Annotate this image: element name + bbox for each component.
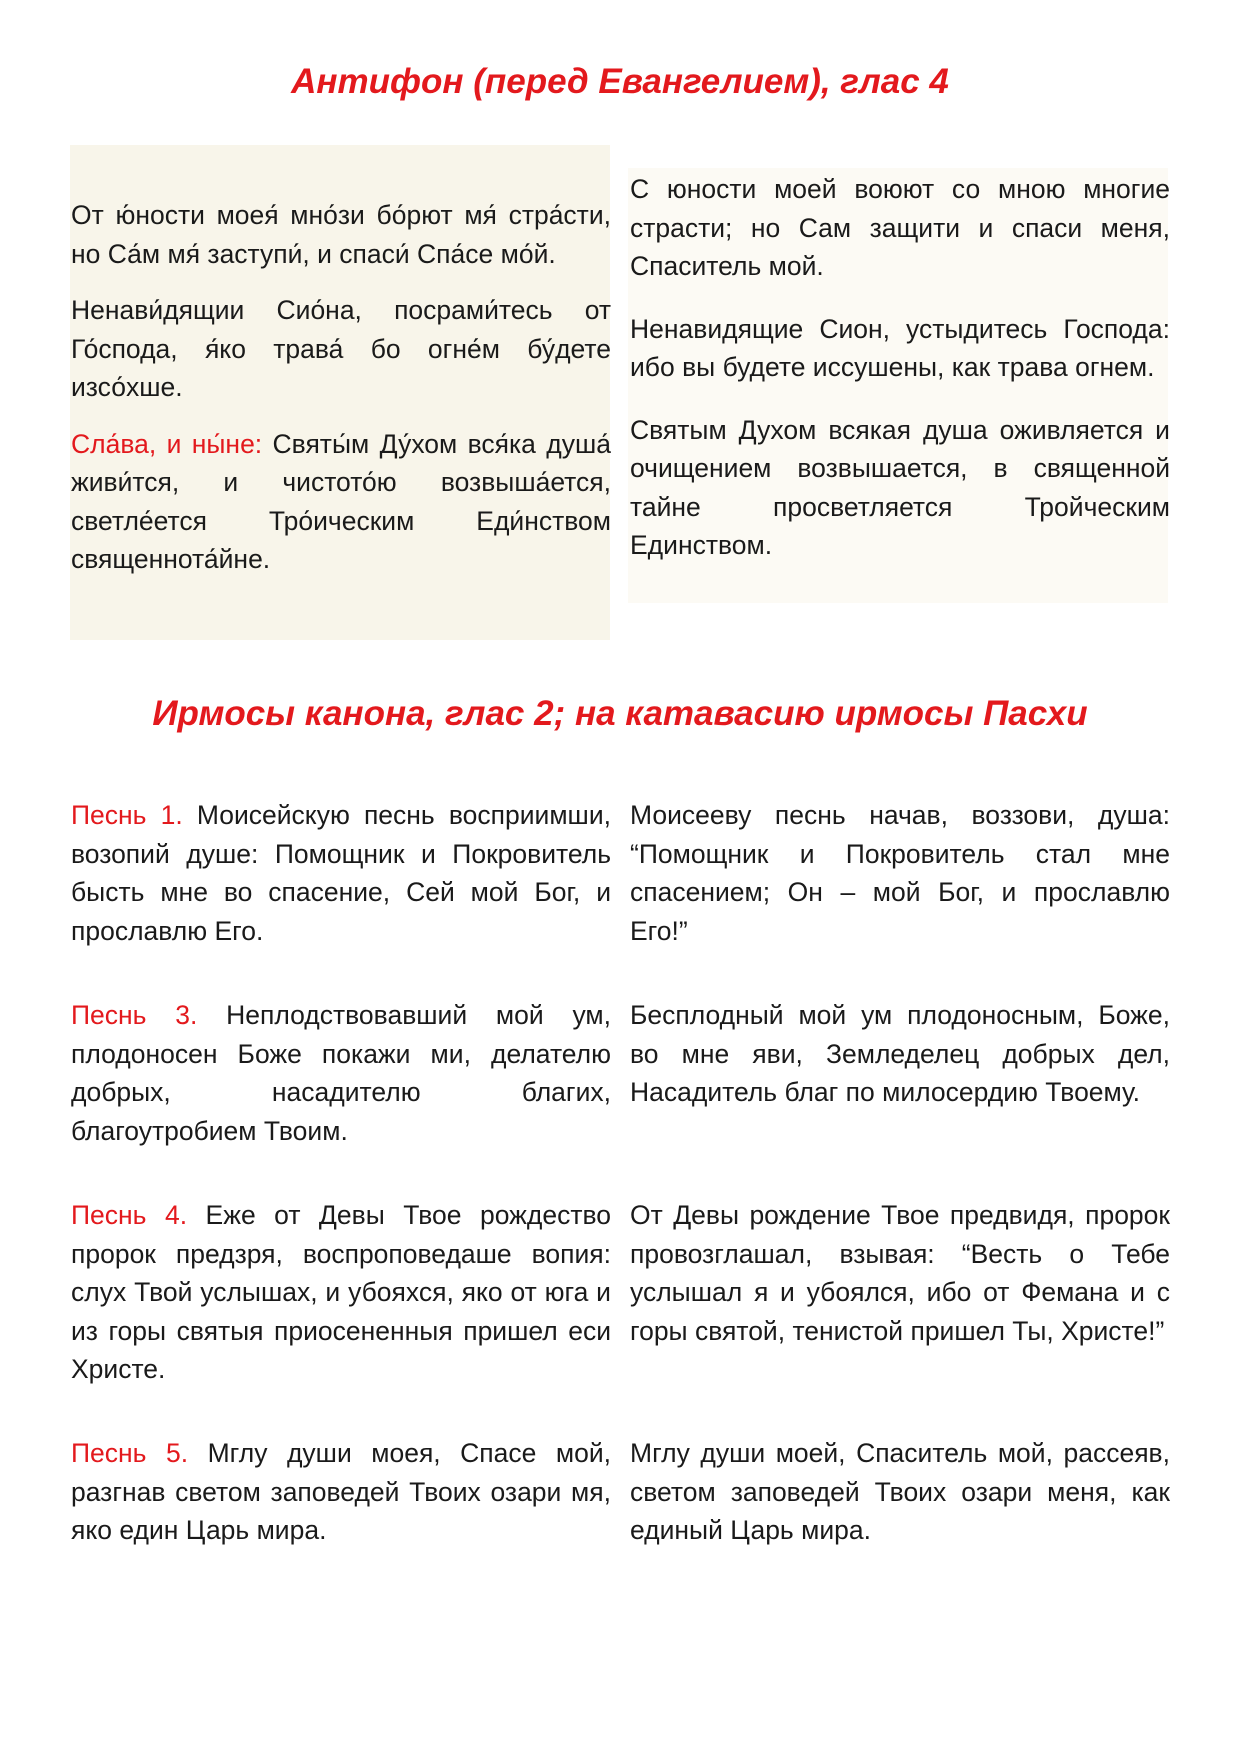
song-4-slavonic	[71, 1196, 611, 1389]
antiphon-slavonic-verse-1	[71, 196, 611, 273]
antiphon-russian-column	[630, 170, 1170, 589]
song-3-slavonic	[71, 996, 611, 1150]
antiphon-russian-verse-3: Святым Духом всякая душа оживляется и очищением возвышается, в священной тайне просветляется Тройческим Единством.	[630, 414, 1170, 560]
song-label: Песнь 5.	[71, 1438, 189, 1468]
song-3-russian	[630, 996, 1170, 1112]
song-text: Моисейскую песнь восприимши, возопий душе: Помощник и Покровитель бысть мне во спасение, Сей мой Бог, и прославлю Его.	[71, 800, 611, 946]
verse-text: От ю́ности моея́ мно́зи бо́рют мя́ стра́сти, но Са́м мя́ заступи́, и спаси́ Спа́се мо́й.	[71, 200, 611, 269]
song-label: Песнь 1.	[71, 800, 183, 830]
song-text: Мглу души моея, Спасе мой, разгнав светом заповедей Твоих озари мя, яко един Царь мира.	[71, 1438, 611, 1545]
song-text: Еже от Девы Твое рождество пророк предзря, воспроповедаше вопия: слух Твой услышах, и убояхся, яко от юга и из горы святыя приосененныя пришел еси Христе.	[71, 1200, 611, 1384]
song-text: Бесплодный мой ум плодоносным, Боже, во мне яви, Земледелец добрых дел, Насадитель благ по милосердию Твоему.	[630, 1000, 1170, 1107]
antiphon-russian-verse-1: С юности моей воюют со мною многие страсти; но Сам защити и спаси меня, Спаситель мой.	[630, 174, 1170, 281]
glory-label: Сла́ва, и ны́не:	[71, 428, 263, 459]
song-text: Неплодствовавший мой ум, плодоносен Боже покажи ми, делателю добрых, насадителю благих, благоутробием Твоим.	[71, 1000, 611, 1146]
irmos-title: Ирмосы канона, глас 2; на катавасию ирмосы Пасхи	[152, 694, 1088, 733]
song-text: Моисееву песнь начав, воззови, душа: “Помощник и Покровитель стал мне спасением; Он – мой Бог, и прославлю Его!”	[630, 800, 1170, 946]
song-1-russian	[630, 796, 1170, 950]
song-5-russian	[630, 1434, 1170, 1550]
song-text: От Девы рождение Твое предвидя, пророк провозглашал, взывая: “Весть о Тебе услышал я и убоялся, ибо от Фемана и с горы святой, тенистой пришел Ты, Христе!”	[630, 1200, 1170, 1346]
song-label: Песнь 3.	[71, 1000, 198, 1030]
song-5-slavonic	[71, 1434, 611, 1550]
antiphon-slavonic-column	[71, 196, 611, 597]
antiphon-title: Антифон (перед Евангелием), глас 4	[291, 62, 949, 101]
song-label: Песнь 4.	[71, 1200, 188, 1230]
song-text: Мглу души моей, Спаситель мой, рассеяв, светом заповедей Твоих озари меня, как единый Царь мира.	[630, 1438, 1170, 1545]
verse-text: Ненави́дящии Сио́на, посрами́тесь от Го́спода, я́ко трава́ бо огне́м бу́дете изсо́хше.	[71, 295, 611, 402]
verse-text: Святы́м Ду́хом вся́ка душа́ живи́тся, и чистото́ю возвыша́ется, светле́ется Тро́ическим Еди́нством священнота́йне.	[71, 428, 611, 574]
antiphon-russian-verse-2: Ненавидящие Сион, устыдитесь Господа: ибо вы будете иссушены, как трава огнем.	[630, 313, 1170, 382]
song-1-slavonic	[71, 796, 611, 950]
antiphon-slavonic-verse-3	[71, 425, 611, 579]
antiphon-slavonic-verse-2	[71, 291, 611, 407]
song-4-russian	[630, 1196, 1170, 1350]
